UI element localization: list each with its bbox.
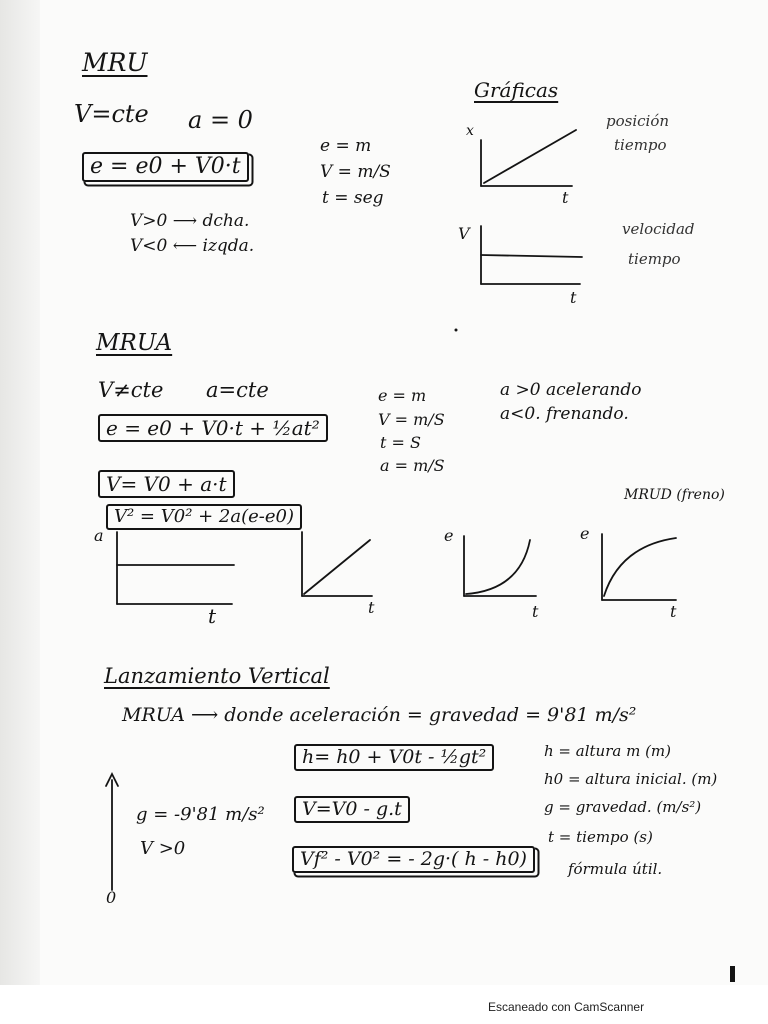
gravity-value: g = -9'81 m/s² <box>136 804 265 825</box>
legend-initial-height: h0 = altura inicial. (m) <box>544 770 718 788</box>
graph5-parabola-curve <box>466 540 530 594</box>
vertical-height-formula: h= h0 + V0t - ½gt² <box>294 744 494 771</box>
graph6-axis-t-label: t <box>670 602 677 621</box>
graph1-note-time: tiempo <box>614 136 667 154</box>
graph1-axis-x-label: x <box>466 123 474 139</box>
mrua-velocity-not-constant: V≠cte <box>98 378 164 402</box>
graphs-title: Gráficas <box>474 78 559 102</box>
mrua-velocity-formula: V= V0 + a·t <box>98 470 235 498</box>
scan-mark <box>730 966 735 982</box>
mrua-position-formula: e = e0 + V0·t + ½at² <box>98 414 328 442</box>
graph3-axis-a-label: a <box>94 526 104 545</box>
mru-velocity-constant: V=cte <box>74 100 149 128</box>
mrua-case-braking: a<0. frenando. <box>500 404 629 424</box>
vertical-timeless-formula: Vf² - V0² = - 2g·( h - h0) <box>292 846 535 873</box>
mru-direction-right: V>0 ⟶ dcha. <box>130 211 250 231</box>
graph2-constant-line <box>481 255 582 257</box>
mrua-unit-velocity: V = m/S <box>378 410 445 429</box>
graph4-linear-line <box>304 540 370 594</box>
mrua-timeless-formula: V² = V0² + 2a(e-e0) <box>106 504 302 530</box>
mru-acceleration-zero: a = 0 <box>188 106 253 134</box>
mrua-title: MRUA <box>96 330 173 356</box>
graph1-axis-t-label: t <box>562 188 569 207</box>
legend-gravity: g = gravedad. (m/s²) <box>544 798 702 816</box>
origin-label: 0 <box>106 888 117 907</box>
graph2-axis-v-label: V <box>458 224 470 243</box>
graph6-axis-e-label: e <box>580 524 590 543</box>
mru-direction-left: V<0 ⟵ izqda. <box>130 236 255 256</box>
velocity-positive-note: V >0 <box>140 838 186 859</box>
mru-unit-time: t = seg <box>322 188 384 208</box>
vertical-launch-title: Lanzamiento Vertical <box>104 664 330 688</box>
graph5-axis-e-label: e <box>444 526 454 545</box>
mrua-acceleration-constant: a=cte <box>206 378 269 402</box>
scan-dot <box>455 329 458 332</box>
mrua-unit-acceleration: a = m/S <box>380 456 445 475</box>
graph1-linear-line <box>484 130 576 183</box>
legend-height: h = altura m (m) <box>544 742 671 760</box>
graph4-axis-t-label: t <box>368 598 375 617</box>
graph2-note-time: tiempo <box>628 250 681 268</box>
vertical-velocity-formula: V=V0 - g.t <box>294 796 410 823</box>
mrua-unit-time: t = S <box>380 433 421 452</box>
graph3-axis-t-label: t <box>208 604 217 628</box>
graph2-axis-t-label: t <box>570 288 577 307</box>
graph1-note-position: posición <box>606 112 670 130</box>
mru-unit-velocity: V = m/S <box>320 162 391 182</box>
mrua-case-accelerating: a >0 acelerando <box>500 380 642 400</box>
mru-position-formula: e = e0 + V0·t <box>82 152 249 182</box>
mru-title: MRU <box>82 48 148 77</box>
mru-unit-distance: e = m <box>320 136 372 156</box>
legend-time: t = tiempo (s) <box>548 828 653 846</box>
graph2-note-velocity: velocidad <box>622 220 695 238</box>
vertical-launch-statement: MRUA ⟶ donde aceleración = gravedad = 9'81 m/s² <box>122 704 637 726</box>
mrua-unit-distance: e = m <box>378 386 427 405</box>
legend-useful-formula: fórmula útil. <box>568 860 663 878</box>
mrud-label: MRUD (freno) <box>624 487 725 503</box>
graph5-axis-t-label: t <box>532 602 539 621</box>
scanner-watermark: Escaneado con CamScanner <box>488 1000 645 1014</box>
graph6-decelerating-curve <box>604 538 676 596</box>
